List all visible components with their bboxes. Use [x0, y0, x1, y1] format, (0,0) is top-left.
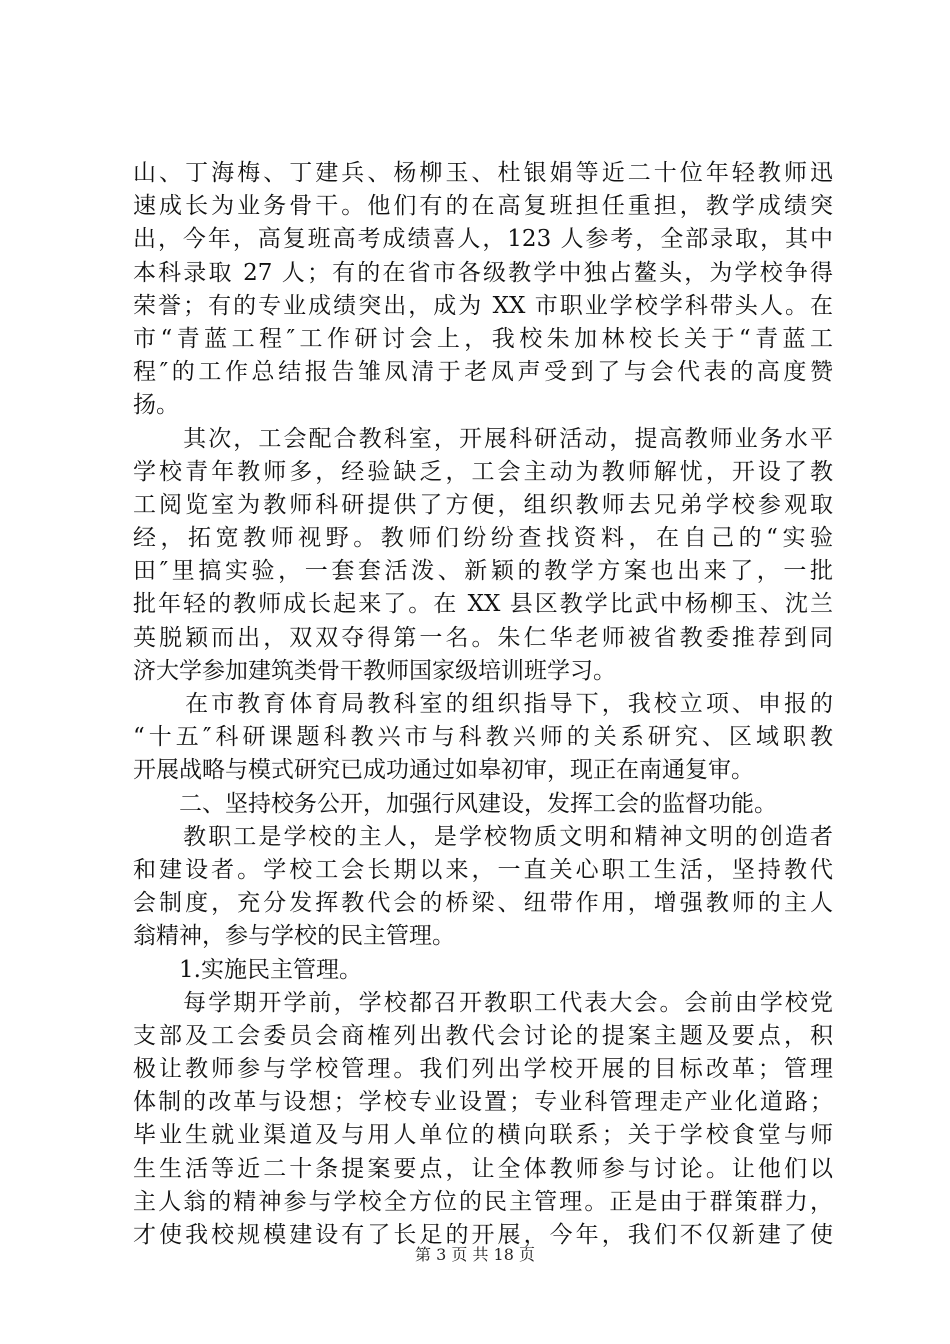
text-line: 经，拓宽教师视野。教师们纷纷查找资料，在自己的“实验 [133, 525, 833, 552]
text-line: 生生活等近二十条提案要点，让全体教师参与讨论。让他们以 [133, 1155, 833, 1182]
text-line: 英脱颖而出，双双夺得第一名。朱仁华老师被省教委推荐到同 [133, 624, 833, 651]
text-line: 批年轻的教师成长起来了。在 XX 县区教学比武中杨柳玉、沈兰 [133, 591, 833, 618]
text-line: 田″里搞实验，一套套活泼、新颖的教学方案也出来了，一批 [133, 558, 833, 585]
text-line: 极让教师参与学校管理。我们列出学校开展的目标改革；管理 [133, 1056, 833, 1083]
text-line: 出，今年，高复班高考成绩喜人，123 人参考，全部录取，其中 [133, 226, 833, 253]
text-line: 程″的工作总结报告雏凤清于老凤声受到了与会代表的高度赞 [133, 359, 833, 386]
text-line: 才使我校规模建设有了长足的开展，今年，我们不仅新建了使 [133, 1222, 833, 1248]
text-line: 和建设者。学校工会长期以来，一直关心职工生活，坚持教代 [133, 856, 833, 883]
text-line: 荣誉；有的专业成绩突出，成为 XX 市职业学校学科带头人。在 [133, 292, 833, 319]
text-line: 在市教育体育局教科室的组织指导下，我校立项、申报的 [133, 691, 833, 717]
text-line: 市“青蓝工程″工作研讨会上，我校朱加林校长关于“青蓝工 [133, 325, 833, 352]
text-line: 1.实施民主管理。 [133, 956, 362, 983]
text-line: 学校青年教师多，经验缺乏，工会主动为教师解忧，开设了教 [133, 458, 833, 485]
text-line: 扬。 [133, 392, 179, 419]
text-line: 本科录取 27 人；有的在省市各级教学中独占鳌头，为学校争得 [133, 259, 833, 286]
text-line: 山、丁海梅、丁建兵、杨柳玉、杜银娟等近二十位年轻教师迅 [133, 160, 833, 186]
text-line: 工阅览室为教师科研提供了方便，组织教师去兄弟学校参观取 [133, 491, 833, 518]
text-line: 教职工是学校的主人，是学校物质文明和精神文明的创造者 [133, 823, 833, 850]
text-line: 济大学参加建筑类骨干教师国家级培训班学习。 [133, 657, 616, 684]
text-line: 翁精神，参与学校的民主管理。 [133, 923, 455, 950]
body-text [133, 157, 833, 1252]
text-line: 其次，工会配合教科室，开展科研活动，提高教师业务水平 [133, 425, 833, 452]
text-line: 二、坚持校务公开，加强行风建设，发挥工会的监督功能。 [133, 790, 777, 817]
text-line: “十五″科研课题科教兴市与科教兴师的关系研究、区域职教 [133, 724, 833, 751]
text-line: 毕业生就业渠道及与用人单位的横向联系；关于学校食堂与师 [133, 1122, 833, 1149]
text-line: 开展战略与模式研究已成功通过如皋初审，现正在南通复审。 [133, 757, 754, 784]
text-line: 支部及工会委员会商榷列出教代会讨论的提案主题及要点，积 [133, 1022, 833, 1049]
text-line: 会制度，充分发挥教代会的桥梁、纽带作用，增强教师的主人 [133, 890, 833, 917]
text-line: 速成长为业务骨干。他们有的在高复班担任重担，教学成绩突 [133, 193, 833, 220]
text-line: 每学期开学前，学校都召开教职工代表大会。会前由学校党 [133, 989, 833, 1016]
page-footer: 第 3 页 共 18 页 [415, 1245, 535, 1264]
text-line: 体制的改革与设想；学校专业设置；专业科管理走产业化道路； [133, 1089, 833, 1116]
text-line: 主人翁的精神参与学校全方位的民主管理。正是由于群策群力， [133, 1188, 833, 1215]
